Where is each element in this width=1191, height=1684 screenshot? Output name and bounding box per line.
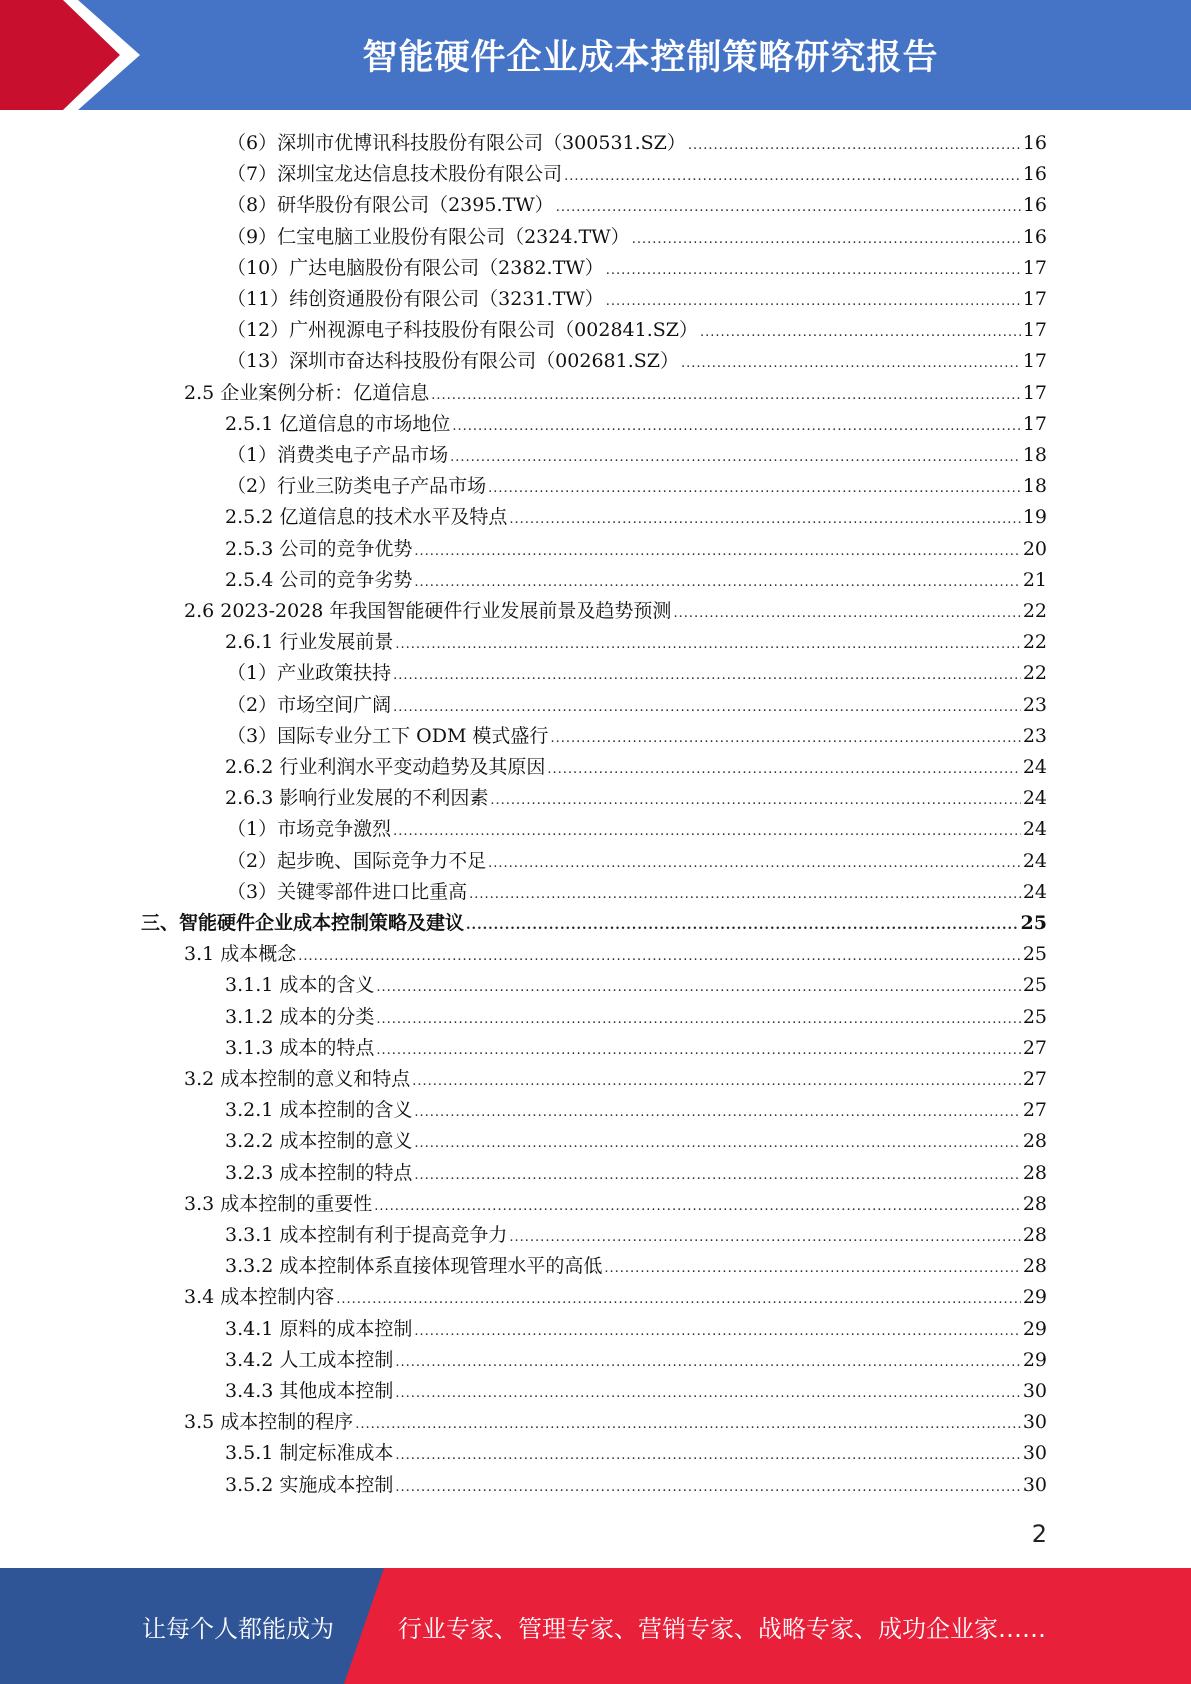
toc-entry-page: 25 bbox=[1022, 1005, 1047, 1028]
toc-entry-page: 16 bbox=[1022, 225, 1047, 248]
toc-dot-leader bbox=[355, 1409, 1021, 1440]
toc-dot-leader bbox=[490, 785, 1020, 816]
toc-entry[interactable] bbox=[227, 440, 1047, 471]
toc-entry-title: （1）产业政策扶持 bbox=[227, 662, 392, 685]
toc-entry-page: 24 bbox=[1022, 849, 1047, 872]
toc-entry[interactable] bbox=[184, 378, 1047, 409]
toc-entry[interactable] bbox=[227, 284, 1047, 315]
toc-entry[interactable] bbox=[225, 627, 1047, 658]
toc-entry-page: 16 bbox=[1022, 132, 1047, 154]
toc-entry-title: （7）深圳宝龙达信息技术股份有限公司 bbox=[227, 163, 563, 186]
toc-entry-title: 2.5.4 公司的竞争劣势 bbox=[225, 568, 413, 591]
toc-entry-page: 25 bbox=[1022, 974, 1047, 997]
toc-entry-title: 3.5.2 实施成本控制 bbox=[225, 1473, 394, 1496]
toc-entry[interactable] bbox=[225, 1033, 1047, 1064]
toc-dot-leader bbox=[452, 411, 1020, 442]
toc-entry-title: 3.1.2 成本的分类 bbox=[225, 1005, 375, 1028]
toc-entry-title: 3.2.3 成本控制的特点 bbox=[225, 1161, 413, 1184]
toc-entry-page: 27 bbox=[1022, 1068, 1047, 1090]
toc-entry-title: 3.1.1 成本的含义 bbox=[225, 974, 375, 997]
toc-entry-title: 3.1 成本概念 bbox=[184, 943, 297, 966]
toc-dot-leader bbox=[469, 879, 1021, 910]
toc-entry-title: （9）仁宝电脑工业股份有限公司（2324.TW） bbox=[227, 225, 630, 248]
toc-dot-leader bbox=[632, 224, 1021, 255]
toc-entry-page: 19 bbox=[1022, 506, 1047, 529]
toc-entry-title: 3.4.3 其他成本控制 bbox=[225, 1380, 394, 1402]
toc-entry-title: （10）广达电脑股份有限公司（2382.TW） bbox=[227, 256, 604, 279]
toc-entry-title: 3.3 成本控制的重要性 bbox=[184, 1192, 373, 1215]
toc-entry[interactable] bbox=[225, 502, 1047, 533]
toc-dot-leader bbox=[488, 848, 1021, 879]
toc-entry-page: 29 bbox=[1022, 1286, 1047, 1309]
toc-entry-page: 28 bbox=[1022, 1255, 1047, 1278]
toc-entry[interactable] bbox=[225, 409, 1047, 440]
toc-entry-page: 28 bbox=[1022, 1130, 1047, 1153]
toc-entry[interactable] bbox=[227, 346, 1047, 377]
toc-entry-title: 2.5.1 亿道信息的市场地位 bbox=[225, 412, 451, 435]
toc-entry-title: （13）深圳市奋达科技股份有限公司（002681.SZ） bbox=[227, 350, 679, 373]
toc-entry-page: 22 bbox=[1022, 600, 1047, 622]
toc-entry-title: （2）市场空间广阔 bbox=[227, 693, 392, 716]
toc-entry[interactable] bbox=[227, 690, 1047, 721]
toc-dot-leader bbox=[414, 1316, 1020, 1347]
toc-dot-leader bbox=[412, 1066, 1021, 1097]
toc-entry-page: 30 bbox=[1022, 1380, 1047, 1402]
toc-entry-title: 3.5 成本控制的程序 bbox=[184, 1411, 354, 1434]
toc-entry[interactable] bbox=[227, 814, 1047, 845]
toc-entry-title: 3.3.1 成本控制有利于提高竞争力 bbox=[225, 1224, 508, 1246]
toc-dot-leader bbox=[431, 380, 1021, 411]
toc-entry-title: 三、智能硬件企业成本控制策略及建议 bbox=[141, 912, 465, 934]
toc-entry-title: 3.1.3 成本的特点 bbox=[225, 1036, 375, 1059]
toc-dot-leader bbox=[414, 1128, 1020, 1159]
toc-entry-page: 16 bbox=[1022, 163, 1047, 186]
toc-entry-title: 3.4.2 人工成本控制 bbox=[225, 1348, 394, 1371]
toc-dot-leader bbox=[414, 567, 1020, 598]
toc-entry-title: 3.4.1 原料的成本控制 bbox=[225, 1317, 413, 1340]
toc-dot-leader bbox=[509, 504, 1020, 535]
toc-entry-page: 30 bbox=[1022, 1442, 1047, 1465]
toc-entry-title: 2.5 企业案例分析：亿道信息 bbox=[184, 381, 430, 404]
toc-entry[interactable] bbox=[227, 315, 1047, 346]
footer-slogan-lead: 让每个人都能成为 bbox=[142, 1614, 334, 1643]
toc-entry[interactable] bbox=[227, 159, 1047, 190]
toc-entry[interactable] bbox=[225, 1095, 1047, 1126]
toc-entry-page: 28 bbox=[1022, 1224, 1047, 1246]
toc-dot-leader bbox=[374, 1191, 1021, 1222]
toc-dot-leader bbox=[393, 660, 1021, 691]
page-number: 2 bbox=[1031, 1520, 1047, 1548]
toc-entry-title: （11）纬创资通股份有限公司（3231.TW） bbox=[227, 288, 604, 310]
toc-entry-page: 18 bbox=[1022, 444, 1047, 466]
toc-entry-title: （12）广州视源电子科技股份有限公司（002841.SZ） bbox=[227, 319, 698, 342]
toc-entry-page: 23 bbox=[1022, 693, 1047, 716]
toc-dot-leader bbox=[450, 442, 1021, 473]
toc-entry[interactable] bbox=[141, 908, 1047, 939]
toc-dot-leader bbox=[414, 536, 1020, 567]
toc-entry-page: 24 bbox=[1022, 818, 1047, 841]
report-footer bbox=[0, 1568, 1191, 1684]
toc-entry[interactable] bbox=[227, 190, 1047, 221]
toc-dot-leader bbox=[336, 1284, 1021, 1315]
toc-entry-title: 3.2.2 成本控制的意义 bbox=[225, 1130, 413, 1153]
toc-dot-leader bbox=[681, 348, 1021, 379]
toc-entry-page: 17 bbox=[1022, 288, 1047, 310]
toc-entry-page: 30 bbox=[1022, 1411, 1047, 1434]
toc-entry-title: 2.5.2 亿道信息的技术水平及特点 bbox=[225, 506, 508, 529]
toc-entry-page: 28 bbox=[1022, 1192, 1047, 1215]
toc-entry[interactable] bbox=[225, 1376, 1047, 1407]
toc-entry-page: 22 bbox=[1022, 631, 1047, 654]
toc-entry-page: 17 bbox=[1022, 412, 1047, 435]
toc-dot-leader bbox=[688, 130, 1021, 161]
toc-dot-leader bbox=[606, 286, 1021, 317]
report-header bbox=[0, 0, 1191, 110]
toc-entry-page: 24 bbox=[1022, 756, 1047, 778]
toc-entry-title: 3.5.1 制定标准成本 bbox=[225, 1442, 394, 1465]
toc-entry-page: 29 bbox=[1022, 1317, 1047, 1340]
toc-entry-title: （3）关键零部件进口比重高 bbox=[227, 880, 468, 903]
toc-entry-page: 24 bbox=[1022, 787, 1047, 810]
toc-dot-leader bbox=[509, 1222, 1020, 1253]
toc-dot-leader bbox=[547, 754, 1020, 785]
toc-entry[interactable] bbox=[225, 783, 1047, 814]
toc-entry-page: 27 bbox=[1022, 1036, 1047, 1059]
toc-entry-title: 3.3.2 成本控制体系直接体现管理水平的高低 bbox=[225, 1255, 603, 1278]
toc-entry-page: 17 bbox=[1022, 381, 1047, 404]
toc-entry-page: 25 bbox=[1020, 912, 1047, 934]
toc-dot-leader bbox=[414, 1097, 1020, 1128]
toc-entry-page: 20 bbox=[1022, 537, 1047, 560]
toc-entry[interactable] bbox=[225, 1158, 1047, 1189]
toc-entry[interactable] bbox=[227, 128, 1047, 159]
toc-dot-leader bbox=[556, 192, 1021, 223]
toc-entry-page: 18 bbox=[1022, 475, 1047, 498]
toc-entry-page: 27 bbox=[1022, 1099, 1047, 1122]
toc-dot-leader bbox=[395, 1472, 1020, 1503]
toc-entry-page: 25 bbox=[1022, 943, 1047, 966]
toc-entry[interactable] bbox=[184, 1064, 1047, 1095]
toc-entry-title: 2.6 2023-2028 年我国智能硬件行业发展前景及趋势预测 bbox=[184, 600, 672, 622]
toc-entry-title: 3.4 成本控制内容 bbox=[184, 1286, 335, 1309]
toc-dot-leader bbox=[376, 972, 1020, 1003]
chevron-arrow-icon bbox=[0, 0, 160, 110]
toc-entry-page: 23 bbox=[1022, 724, 1047, 747]
toc-entry-page: 24 bbox=[1022, 880, 1047, 903]
toc-dot-leader bbox=[395, 1440, 1020, 1471]
toc-entry[interactable] bbox=[184, 1407, 1047, 1438]
toc-entry-title: 2.6.3 影响行业发展的不利因素 bbox=[225, 787, 489, 810]
toc-dot-leader bbox=[414, 1160, 1020, 1191]
toc-entry-title: 2.5.3 公司的竞争优势 bbox=[225, 537, 413, 560]
toc-entry-title: 3.2.1 成本控制的含义 bbox=[225, 1099, 413, 1122]
toc-dot-leader bbox=[564, 161, 1021, 192]
toc-entry-title: 2.6.2 行业利润水平变动趋势及其原因 bbox=[225, 756, 546, 778]
toc-dot-leader bbox=[673, 598, 1020, 629]
toc-entry-page: 16 bbox=[1022, 194, 1047, 217]
toc-dot-leader bbox=[395, 1347, 1020, 1378]
toc-entry[interactable] bbox=[227, 658, 1047, 689]
toc-entry-title: （1）消费类电子产品市场 bbox=[227, 444, 449, 466]
toc-dot-leader bbox=[550, 723, 1020, 754]
toc-dot-leader bbox=[298, 941, 1021, 972]
report-title: 智能硬件企业成本控制策略研究报告 bbox=[362, 38, 939, 78]
toc-entry[interactable] bbox=[225, 1220, 1047, 1251]
toc-dot-leader bbox=[604, 1253, 1020, 1284]
toc-entry-page: 17 bbox=[1022, 256, 1047, 279]
footer-slogan-roles: 行业专家、管理专家、营销专家、战略专家、成功企业家…… bbox=[398, 1614, 1046, 1643]
toc-dot-leader bbox=[466, 910, 1019, 941]
toc-entry[interactable] bbox=[227, 222, 1047, 253]
toc-entry-title: （3）国际专业分工下 ODM 模式盛行 bbox=[227, 724, 549, 747]
toc-entry[interactable] bbox=[225, 970, 1047, 1001]
toc-dot-leader bbox=[488, 473, 1021, 504]
toc-entry[interactable] bbox=[225, 534, 1047, 565]
toc-entry-page: 30 bbox=[1022, 1473, 1047, 1496]
toc-entry[interactable] bbox=[227, 721, 1047, 752]
toc-entry[interactable] bbox=[184, 596, 1047, 627]
toc-entry[interactable] bbox=[227, 471, 1047, 502]
toc-dot-leader bbox=[376, 1004, 1020, 1035]
toc-entry-title: 2.6.1 行业发展前景 bbox=[225, 631, 394, 654]
toc-entry[interactable] bbox=[225, 565, 1047, 596]
toc-entry-page: 22 bbox=[1022, 662, 1047, 685]
toc-entry[interactable] bbox=[225, 1314, 1047, 1345]
toc-entry[interactable] bbox=[184, 1282, 1047, 1313]
toc-entry[interactable] bbox=[225, 1251, 1047, 1282]
toc-entry[interactable] bbox=[225, 1126, 1047, 1157]
toc-entry[interactable] bbox=[227, 877, 1047, 908]
toc-entry[interactable] bbox=[227, 846, 1047, 877]
toc-entry-page: 21 bbox=[1022, 568, 1047, 591]
toc-entry-title: （1）市场竞争激烈 bbox=[227, 818, 392, 841]
toc-dot-leader bbox=[606, 255, 1021, 286]
toc-entry[interactable] bbox=[225, 1002, 1047, 1033]
toc-entry-title: （6）深圳市优博讯科技股份有限公司（300531.SZ） bbox=[227, 132, 686, 154]
toc-dot-leader bbox=[393, 692, 1021, 723]
toc-dot-leader bbox=[395, 1378, 1020, 1409]
toc-entry[interactable] bbox=[225, 1345, 1047, 1376]
toc-entry[interactable] bbox=[184, 939, 1047, 970]
toc-entry[interactable] bbox=[225, 1470, 1047, 1501]
toc-entry[interactable] bbox=[225, 1438, 1047, 1469]
toc-dot-leader bbox=[395, 629, 1020, 660]
toc-entry-title: （2）行业三防类电子产品市场 bbox=[227, 475, 487, 498]
toc-entry-page: 28 bbox=[1022, 1161, 1047, 1184]
toc-entry-title: （2）起步晚、国际竞争力不足 bbox=[227, 849, 487, 872]
toc-entry[interactable] bbox=[225, 752, 1047, 783]
toc-entry-page: 17 bbox=[1022, 319, 1047, 342]
toc-entry-title: 3.2 成本控制的意义和特点 bbox=[184, 1068, 411, 1090]
toc-dot-leader bbox=[376, 1035, 1020, 1066]
toc-entry[interactable] bbox=[184, 1189, 1047, 1220]
toc-entry-page: 29 bbox=[1022, 1348, 1047, 1371]
toc-entry[interactable] bbox=[227, 253, 1047, 284]
toc-entry-page: 17 bbox=[1022, 350, 1047, 373]
toc-dot-leader bbox=[700, 317, 1021, 348]
toc-dot-leader bbox=[393, 816, 1021, 847]
toc-entry-title: （8）研华股份有限公司（2395.TW） bbox=[227, 194, 554, 217]
